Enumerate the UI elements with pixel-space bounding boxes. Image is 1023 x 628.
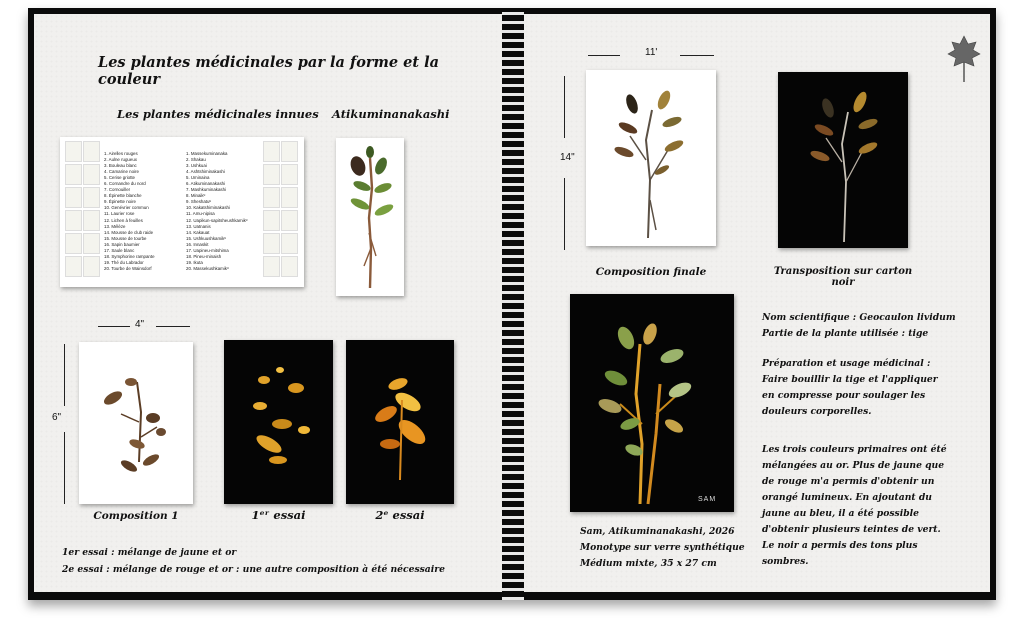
innu-plant-name-list xyxy=(186,151,247,272)
list-item: 14. Kakauat xyxy=(186,229,210,235)
list-item: 18. Symphorine rampante xyxy=(104,253,155,259)
atikuminanakashi-plant-photo xyxy=(336,138,404,296)
width-arrow-right xyxy=(156,326,190,327)
composition-1-artwork xyxy=(79,342,193,504)
list-item: 6. Cornandre du nord xyxy=(104,181,146,187)
transposition-artwork xyxy=(778,72,908,248)
left-page xyxy=(34,14,502,592)
list-item: 20. Massekushkamikᵘ xyxy=(186,265,229,271)
list-item: 1. Airelles rouges xyxy=(104,151,138,156)
list-item: 4. Camarine noire xyxy=(104,169,139,175)
spiral-binding xyxy=(502,8,524,600)
page-title: Les plantes médicinales par la forme et la couleur xyxy=(98,54,439,88)
essai-1-artwork xyxy=(224,340,333,504)
list-item: 12. Lichen à feuilles xyxy=(104,217,143,223)
list-item: 11. Amu-nipisa xyxy=(186,211,215,217)
composition-finale-artwork xyxy=(586,70,716,246)
composition-finale-caption: Composition finale xyxy=(595,266,707,278)
medicinal-plants-reference-sheet xyxy=(60,137,304,287)
list-item: 15. Ushkuushkamikᵘ xyxy=(186,235,226,241)
list-item: 6. Atikuminanakashi xyxy=(186,181,226,187)
list-item: 14. Mousse de club raide xyxy=(104,229,154,235)
credit-line-1: Sam, Atikuminanakashi, 2026 xyxy=(580,526,735,537)
height-arrow-top xyxy=(64,344,65,406)
list-item: 10. Kakatshiminakashi xyxy=(186,205,230,211)
list-item: 5. Cerise griotte xyxy=(104,175,136,181)
width-arrow-left xyxy=(98,326,130,327)
composition-1-caption: Composition 1 xyxy=(93,510,179,522)
list-item: 13. Mélèze xyxy=(104,223,126,229)
essai-1-note: 1er essai : mélange de jaune et or xyxy=(62,547,237,558)
list-item: 8. Épinette blanche xyxy=(104,193,142,199)
list-item: 17. Saule blanc xyxy=(104,247,135,253)
credit-line-3: Médium mixte, 35 x 27 cm xyxy=(580,558,717,569)
width-dimension-label: 4" xyxy=(135,319,145,330)
height-dimension-label: 6" xyxy=(52,412,62,423)
width-arrow-left xyxy=(588,55,620,56)
final-monotype-artwork xyxy=(570,294,734,512)
transposition-caption: Transposition sur carton noir xyxy=(773,266,913,288)
medicinal-usage: Préparation et usage médicinal : Faire bouillir la tige et l'appliquer en compresse pour soulager les douleurs corporelles. xyxy=(762,358,938,417)
height-arrow-top xyxy=(564,76,565,138)
list-item: 8. Minaikᵘ xyxy=(186,193,206,199)
list-item: 3. Bouleau blanc xyxy=(104,163,137,169)
essai-2-caption: 2ᵉ essai xyxy=(375,508,425,522)
height-dimension-label: 14" xyxy=(560,152,575,163)
list-item: 19. Ikuta xyxy=(186,259,203,265)
list-item: 2. Shakau xyxy=(186,157,206,163)
artist-signature: SAM xyxy=(698,496,717,503)
width-arrow-right xyxy=(680,55,714,56)
list-item: 12. Uapikun-sapitsheushkamikᵘ xyxy=(186,217,248,223)
plant-heading: Atikuminanakashi xyxy=(332,107,450,121)
list-item: 16. Innaskit xyxy=(186,241,209,247)
credit-line-2: Monotype sur verre synthétique xyxy=(580,542,745,553)
list-item: 19. Thé du Labrador xyxy=(104,259,144,265)
scientific-name: Nom scientifique : Geocaulon lividum xyxy=(762,312,956,323)
list-item: 13. Uatnanis xyxy=(186,223,211,229)
list-item: 7. Cornouiller xyxy=(104,187,131,193)
essai-1-caption: 1ᵉʳ essai xyxy=(251,508,306,522)
list-item: 10. Genévrier commun xyxy=(104,205,149,211)
innu-plants-heading: Les plantes médicinales innues xyxy=(117,107,319,121)
height-arrow-bottom xyxy=(64,432,65,504)
list-item: 5. Uminaina xyxy=(186,175,210,181)
height-arrow-bottom xyxy=(564,178,565,250)
list-item: 3. Ushkuai xyxy=(186,163,207,169)
list-item: 20. Tourbe de Wainsdorf xyxy=(104,265,152,271)
width-dimension-label: 11' xyxy=(645,47,658,58)
list-item: 1. Massekuminanaka xyxy=(186,151,228,156)
list-item: 9. Épinette noire xyxy=(104,199,136,205)
list-item: 18. Pineu-minaish xyxy=(186,253,222,259)
plant-part-used: Partie de la plante utilisée : tige xyxy=(762,328,929,339)
french-plant-name-list xyxy=(104,151,155,272)
right-page xyxy=(524,14,990,592)
list-item: 9. Sheshatuᵘ xyxy=(186,199,212,205)
list-item: 2. Aulne rugueux xyxy=(104,157,137,163)
list-item: 4. Ashtshiminakashi xyxy=(186,169,225,175)
essai-2-note: 2e essai : mélange de rouge et or : une autre composition à été nécessaire xyxy=(62,564,445,575)
maple-leaf-icon xyxy=(946,32,982,86)
list-item: 7. Mashkuminakashi xyxy=(186,187,227,193)
open-binder xyxy=(28,8,996,600)
list-item: 17. Uapineu-mitshima xyxy=(186,247,229,253)
list-item: 11. Laurier rose xyxy=(104,211,135,217)
list-item: 16. Sapin baumier xyxy=(104,241,140,247)
list-item: 15. Mousse de tourbe xyxy=(104,235,147,241)
color-technique-text: Les trois couleurs primaires ont été mélangées au or. Plus de jaune que de rouge m'a permis d'obtenir un orangé lumineux. En ajoutant du jaune au bleu, il a été possible d'obtenir plusieurs teintes de vert. Le noir a permis des tons plus sombres. xyxy=(762,444,947,567)
essai-2-artwork xyxy=(346,340,454,504)
